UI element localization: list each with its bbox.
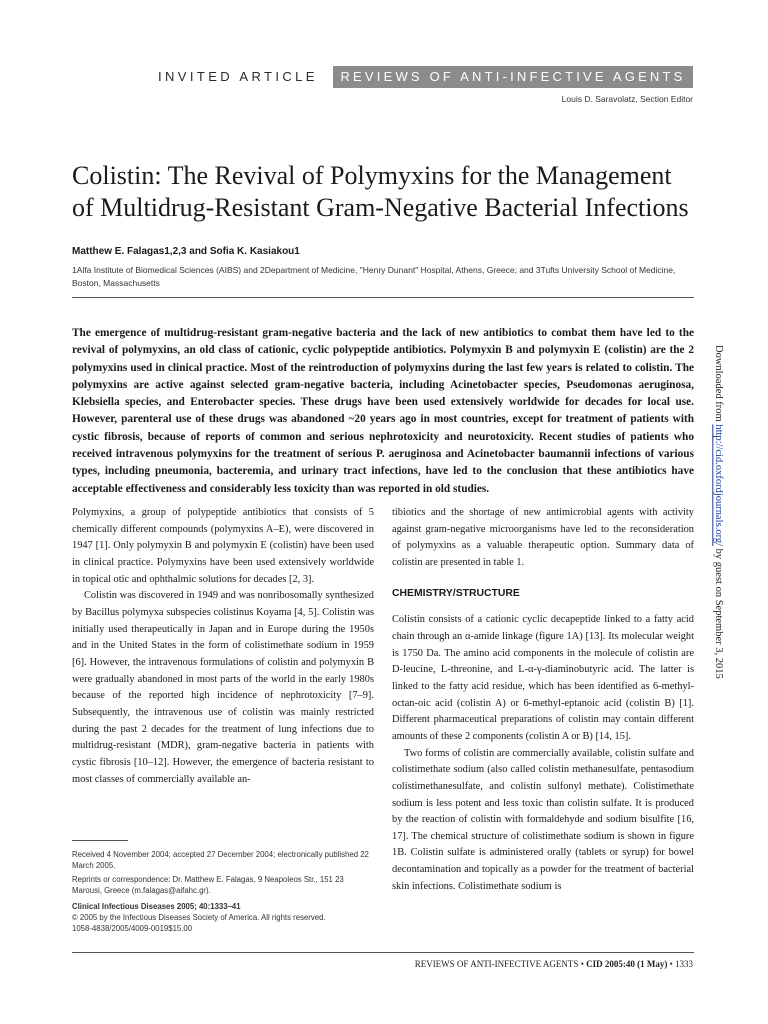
download-note (711, 345, 725, 685)
article-title: Colistin: The Revival of Polymyxins for the Management of Multidrug-Resistant Gram-Negative Bacterial Infections (72, 161, 689, 222)
journal-link[interactable]: http://cid.oxfordjournals.org/ (713, 424, 724, 547)
footer-series: REVIEWS OF ANTI-INFECTIVE AGENTS (414, 959, 579, 969)
journal-citation: Clinical Infectious Diseases 2005; 40:1333–41 (72, 902, 241, 911)
paragraph: Colistin consists of a cationic cyclic decapeptide linked to a fatty acid chain through an α-amide linkage (figure 1A) [13]. Its molecular weight is 1750 Da. The amino acid components in the molecule of colistin are D-leucine, L-threonine, and L-α-γ-diaminobutyric acid. The latter is linked to the fatty acid residue, which has been identified as 6-methyl-octan-oic acid (colistin A) or 6-methyl-eptanoic acid (colistin B) [1]. Different pharmaceutical preparations of colistin may contain different amounts of these 2 components (colistin A or B) [14, 15]. (392, 614, 694, 742)
footer-journal: CID 2005:40 (1 May) (586, 959, 668, 969)
copyright-note: © 2005 by the Infectious Diseases Society of America. All rights reserved. (72, 913, 326, 922)
section-editor: Louis D. Saravolatz, Section Editor (561, 94, 693, 104)
footer-divider (72, 952, 694, 953)
reprints-note: Reprints or correspondence: Dr. Matthew E. Falagas, 9 Neapoleos Str., 151 23 Marousi, Greece (m.falagas@aifahc.gr). (72, 875, 344, 895)
page-number: 1333 (675, 959, 693, 969)
paragraph: Colistin was discovered in 1949 and was nonribosomally synthesized by Bacillus polymyxa subspecies colistinus Koyama [4, 5]. Colistin was initially used therapeutically in Japan and in Europe during the 1950s and in the United States in the form of colistimethate sodium in 1959 [6]. However, the intravenous formulations of colistin and polymyxin B were gradually abandoned in most parts of the world in the early 1980s because of the reported high incidence of nephrotoxicity [7–9]. Subsequently, the intravenous use of colistin was mainly restricted during the past 2 decades for the treatment of lung infections due to multidrug-resistant (MDR), gram-negative bacteria in patients with cystic fibrosis [10–12]. However, the emergence of bacteria resistant to most classes of commercially available an- (72, 590, 374, 785)
series-banner: REVIEWS OF ANTI-INFECTIVE AGENTS (333, 66, 693, 88)
paragraph: Two forms of colistin are commercially available, colistin sulfate and colistimethate sodium (also called colistin methanesulfate, pentasodium colistimethanesulfate, and colistin sulfonyl methate). Colistimethate sodium is less potent and less toxic than colistin sulfate. It is produced by the reaction of colistin with formaldehyde and sodium bisulfite [16, 17]. The chemical structure of colistimethate sodium is shown in figure 1B. Colistin sulfate is administered orally (tablets or syrup) for bowel decontamination and topically as a powder for the treatment of bacterial skin infections. Colistimethate sodium is (392, 747, 694, 892)
body-column-right (392, 505, 694, 895)
authors: Matthew E. Falagas1,2,3 and Sofia K. Kasiakou1 (72, 246, 300, 257)
affiliations: 1Alfa Institute of Biomedical Sciences (AIBS) and 2Department of Medicine, "Henry Dunant" Hospital, Athens, Greece; and 3Tufts University School of Medicine, Boston, Massachusetts (72, 265, 676, 288)
paragraph: Polymyxins, a group of polypeptide antibiotics that consists of 5 chemically different compounds (polymyxins A–E), were discovered in 1947 [1]. Only polymyxin B and polymyxin E (colistin) have been used in clinical practice. Polymyxins have been used extensively worldwide in topical otic and ophthalmic solutions for decades [2, 3]. (72, 507, 374, 585)
body-column-left (72, 505, 374, 788)
download-prefix: Downloaded from (713, 345, 724, 425)
issn-note: 1058-4838/2005/4009-0019$15.00 (72, 924, 193, 933)
paragraph: tibiotics and the shortage of new antimicrobial agents with activity against gram-negative microorganisms have led to the reconsideration of polymyxins as a valuable therapeutic option. Summary data of colistin are presented in table 1. (392, 507, 694, 568)
section-heading: CHEMISTRY/STRUCTURE (392, 587, 520, 599)
footnote-divider (72, 840, 128, 841)
page-footer: REVIEWS OF ANTI-INFECTIVE AGENTS • CID 2005:40 (1 May) • 1333 (414, 959, 693, 969)
download-suffix: by guest on September 3, 2015 (713, 546, 724, 679)
section-label: INVITED ARTICLE (158, 69, 318, 84)
footnotes (72, 849, 374, 937)
received-note: Received 4 November 2004; accepted 27 December 2004; electronically published 22 March 2005. (72, 850, 369, 870)
title-divider (72, 297, 694, 298)
abstract: The emergence of multidrug-resistant gram-negative bacteria and the lack of new antibiotics to combat them have led to the revival of polymyxins, an old class of cationic, cyclic polypeptide antibiotics. Polymyxin B and polymyxin E (colistin) are the 2 polymyxins used in clinical practice. Most of the reintroduction of polymyxins during the last few years is related to colistin. The polymyxins are active against selected gram-negative bacteria, including Acinetobacter species, Pseudomonas aeruginosa, Klebsiella species, and Enterobacter species. These drugs have been used extensively worldwide for decades for local use. However, parenteral use of these drugs was abandoned ~20 years ago in most countries, except for treatment of patients with cystic fibrosis, because of reports of common and serious nephrotoxicity and neurotoxicity. Recent studies of patients who received intravenous polymyxins for the treatment of serious P. aeruginosa and Acinetobacter baumannii infections of various types, including pneumonia, bacteremia, and urinary tract infections, have led to the conclusion that these antibiotics have acceptable effectiveness and considerably less toxicity than was reported in old studies. (72, 327, 694, 495)
